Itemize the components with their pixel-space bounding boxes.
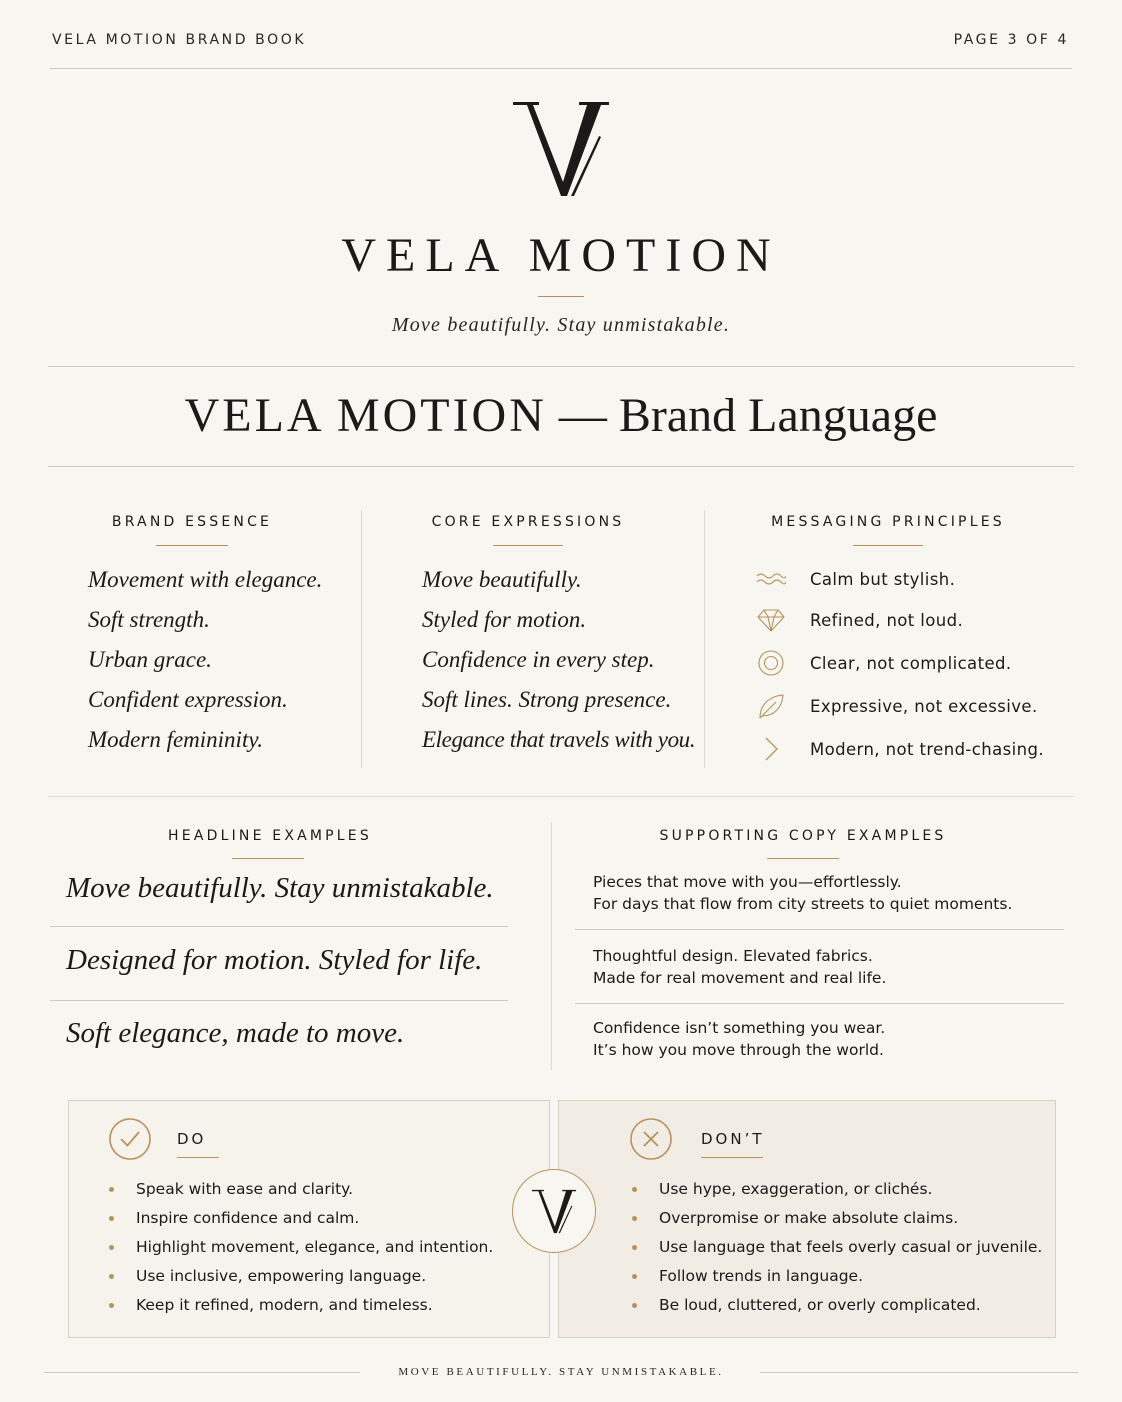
list-item: Highlight movement, elegance, and intention. — [108, 1233, 493, 1262]
x-circle-icon — [629, 1117, 673, 1166]
copy-line: Made for real movement and real life. — [593, 969, 887, 987]
heading-underline — [232, 858, 304, 859]
page-title — [0, 388, 1122, 443]
list-item: Use language that feels overly casual or juvenile. — [631, 1233, 1042, 1262]
do-list — [108, 1175, 493, 1320]
row-divider — [575, 929, 1064, 930]
page-number: PAGE 3 OF 4 — [953, 32, 1069, 48]
principle-item — [756, 648, 1012, 678]
column-divider — [551, 822, 552, 1070]
principle-text: Clear, not complicated. — [810, 653, 1012, 673]
target-icon — [756, 648, 786, 678]
heading-underline — [156, 545, 228, 546]
list-item: Inspire confidence and calm. — [108, 1204, 493, 1233]
header-divider — [50, 68, 1072, 69]
list-item: Soft lines. Strong presence. — [422, 687, 672, 712]
row-divider — [575, 1003, 1064, 1004]
copy-line: It’s how you move through the world. — [593, 1041, 884, 1059]
principle-item — [756, 691, 1038, 721]
list-item: Keep it refined, modern, and timeless. — [108, 1291, 493, 1320]
principle-text: Calm but stylish. — [810, 569, 956, 589]
do-heading: DO — [177, 1130, 207, 1148]
principle-text: Expressive, not excessive. — [810, 696, 1038, 716]
core-expressions-heading: CORE EXPRESSIONS — [431, 514, 625, 530]
check-circle-icon — [108, 1117, 152, 1166]
list-item: Speak with ease and clarity. — [108, 1175, 493, 1204]
list-item: Modern femininity. — [88, 727, 264, 752]
row-divider — [50, 1000, 508, 1001]
brand-wordmark: VELA MOTION — [341, 229, 781, 282]
row-divider — [50, 926, 508, 927]
headline-example: Soft elegance, made to move. — [66, 1017, 405, 1049]
copy-line: For days that flow from city streets to quiet moments. — [593, 895, 1013, 913]
list-item: Follow trends in language. — [631, 1262, 1042, 1291]
list-item: Styled for motion. — [422, 607, 587, 632]
principle-item — [756, 605, 964, 635]
copy-line: Confidence isn’t something you wear. — [593, 1019, 886, 1037]
logo-gold-rule — [538, 296, 584, 297]
v-monogram-icon — [531, 1187, 577, 1235]
principle-text: Refined, not loud. — [810, 610, 964, 630]
principle-item — [756, 564, 956, 594]
document-header-title: VELA MOTION BRAND BOOK — [52, 32, 307, 48]
list-item: Use hype, exaggeration, or clichés. — [631, 1175, 1042, 1204]
copy-line: Pieces that move with you—effortlessly. — [593, 873, 902, 891]
list-item: Use inclusive, empowering language. — [108, 1262, 493, 1291]
list-item: Overpromise or make absolute claims. — [631, 1204, 1042, 1233]
section-divider — [48, 366, 1074, 367]
supporting-copy-example — [593, 1017, 885, 1061]
headline-example: Move beautifully. Stay unmistakable. — [66, 872, 494, 904]
brand-essence-list — [88, 560, 322, 760]
list-item: Urban grace. — [88, 647, 212, 672]
list-item: Be loud, cluttered, or overly complicated. — [631, 1291, 1042, 1320]
section-divider — [48, 796, 1074, 797]
copy-line: Thoughtful design. Elevated fabrics. — [593, 947, 873, 965]
principle-text: Modern, not trend-chasing. — [810, 739, 1044, 759]
diamond-icon — [756, 605, 786, 635]
supporting-copy-example — [593, 871, 1012, 915]
list-item: Movement with elegance. — [88, 567, 323, 592]
section-divider — [48, 466, 1074, 467]
list-item: Move beautifully. — [422, 567, 582, 592]
title-subject: Brand Language — [618, 389, 938, 442]
dont-heading: DON’T — [701, 1130, 765, 1148]
principle-item — [756, 734, 1044, 764]
supporting-copy-heading: SUPPORTING COPY EXAMPLES — [659, 828, 947, 844]
leaf-icon — [756, 691, 786, 721]
logo-monogram — [0, 92, 1122, 222]
headline-example: Designed for motion. Styled for life. — [66, 944, 483, 976]
heading-underline — [853, 545, 923, 546]
footer-tagline: MOVE BEAUTIFULLY. STAY UNMISTAKABLE. — [398, 1366, 724, 1378]
title-dash: — — [558, 389, 607, 442]
brand-essence-heading: BRAND ESSENCE — [111, 514, 273, 530]
list-item: Confident expression. — [88, 687, 288, 712]
title-brand: VELA MOTION — [184, 389, 547, 442]
column-divider — [704, 510, 705, 768]
wave-icon — [756, 564, 786, 594]
dont-list — [631, 1175, 1042, 1320]
supporting-copy-example — [593, 945, 886, 989]
center-monogram-badge — [512, 1169, 596, 1253]
chevron-right-icon — [756, 734, 786, 764]
heading-underline — [177, 1157, 219, 1158]
headline-examples-heading: HEADLINE EXAMPLES — [168, 828, 372, 844]
column-divider — [361, 510, 362, 768]
messaging-principles-heading: MESSAGING PRINCIPLES — [771, 514, 1005, 530]
heading-underline — [493, 545, 563, 546]
brand-tagline: Move beautifully. Stay unmistakable. — [391, 314, 731, 336]
list-item: Confidence in every step. — [422, 647, 655, 672]
list-item: Soft strength. — [88, 607, 210, 632]
core-expressions-list — [422, 560, 695, 760]
heading-underline — [767, 858, 839, 859]
heading-underline — [701, 1157, 763, 1158]
v-monogram-icon — [511, 96, 611, 200]
list-item: Elegance that travels with you. — [422, 727, 696, 752]
